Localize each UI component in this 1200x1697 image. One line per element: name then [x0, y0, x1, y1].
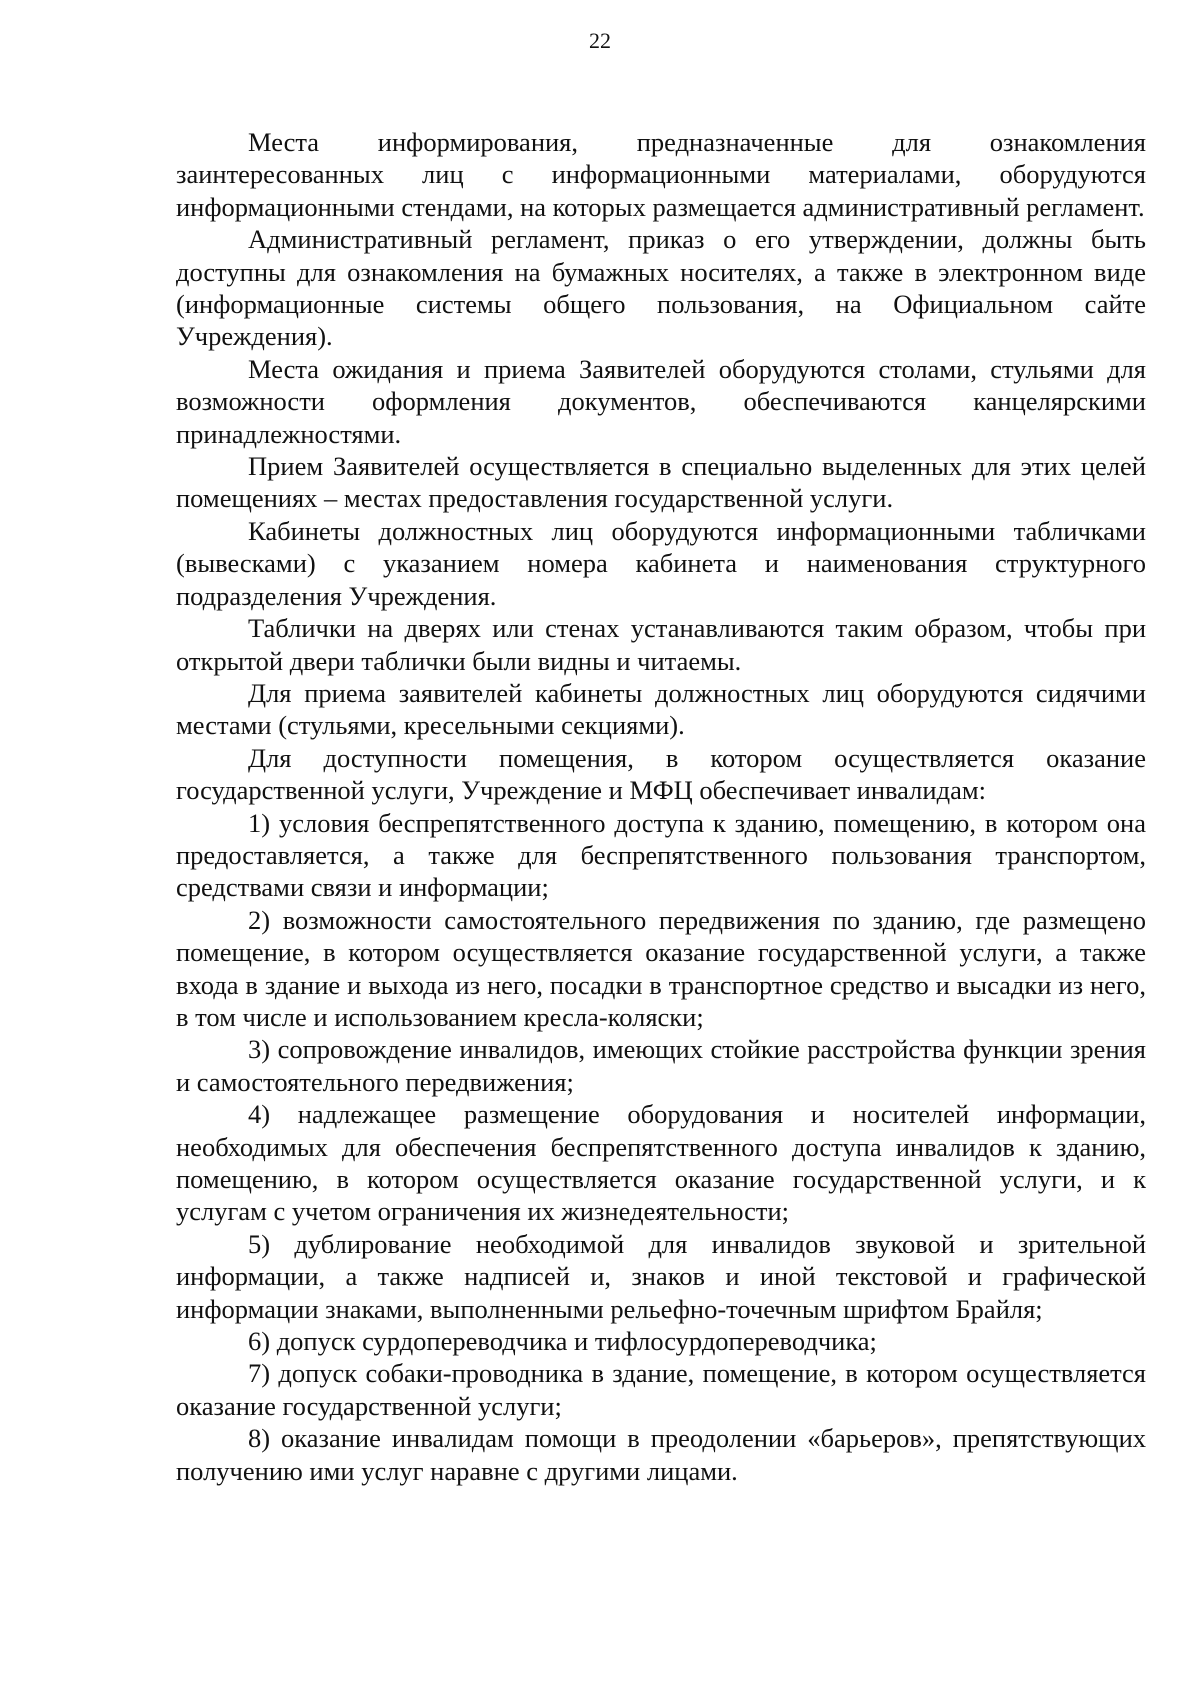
page-number: 22 [589, 28, 611, 53]
list-item-2: 2) возможности самостоятельного передвижения по зданию, где размещено помещение, в котором осуществляется оказание государственной услуги, а также входа в здание и выхода из него, посадки в транспортное средство и высадки из него, в том числе и использованием кресла-коляски; [176, 904, 1146, 1032]
list-item-4: 4) надлежащее размещение оборудования и носителей информации, необходимых для обеспечения беспрепятственного доступа инвалидов к зданию, помещению, в котором осуществляется оказание государственной услуги, и к услугам с учетом ограничения их жизнедеятельности; [176, 1099, 1146, 1227]
paragraph-seating: Для приема заявителей кабинеты должностных лиц оборудуются сидячими местами (стульями, кресельными секциями). [176, 677, 1146, 741]
paragraph-sign-placement: Таблички на дверях или стенах устанавливаются таким образом, чтобы при открытой двери таблички были видны и читаемы. [176, 613, 1146, 676]
paragraph-waiting-places: Места ожидания и приема Заявителей оборудуются столами, стульями для возможности оформления документов, обеспечиваются канцелярскими принадлежностями. [176, 353, 1146, 449]
list-item-3: 3) сопровождение инвалидов, имеющих стойкие расстройства функции зрения и самостоятельного передвижения; [176, 1034, 1146, 1097]
document-body [176, 126, 1146, 1487]
paragraph-accessibility-intro: Для доступности помещения, в котором осуществляется оказание государственной услуги, Учреждение и МФЦ обеспечивает инвалидам: [176, 742, 1146, 806]
list-item-5: 5) дублирование необходимой для инвалидов звуковой и зрительной информации, а также надписей и, знаков и иной текстовой и графической информации знаками, выполненными рельефно-точечным шрифтом Брайля; [176, 1228, 1146, 1324]
paragraph-office-signs: Кабинеты должностных лиц оборудуются информационными табличками (вывесками) с указанием номера кабинета и наименования структурного подразделения Учреждения. [176, 515, 1146, 611]
list-item-1: 1) условия беспрепятственного доступа к зданию, помещению, в котором она предоставляется, а также для беспрепятственного пользования транспортом, средствами связи и информации; [176, 807, 1146, 903]
list-item-8: 8) оказание инвалидам помощи в преодолении «барьеров», препятствующих получению ими услуг наравне с другими лицами. [176, 1423, 1146, 1486]
list-item-7: 7) допуск собаки-проводника в здание, помещение, в котором осуществляется оказание государственной услуги; [176, 1358, 1146, 1421]
paragraph-regulation-availability: Административный регламент, приказ о его утверждении, должны быть доступны для ознакомления на бумажных носителях, а также в электронном виде (информационные системы общего пользования, на Официальном сайте Учреждения). [176, 224, 1146, 352]
paragraph-reception: Прием Заявителей осуществляется в специально выделенных для этих целей помещениях – местах предоставления государственной услуги. [176, 451, 1146, 514]
paragraph-info-places: Места информирования, предназначенные для ознакомления заинтересованных лиц с информационными материалами, оборудуются информационными стендами, на которых размещается административный регламент. [176, 127, 1146, 222]
list-item-6: 6) допуск сурдопереводчика и тифлосурдопереводчика; [248, 1326, 877, 1357]
